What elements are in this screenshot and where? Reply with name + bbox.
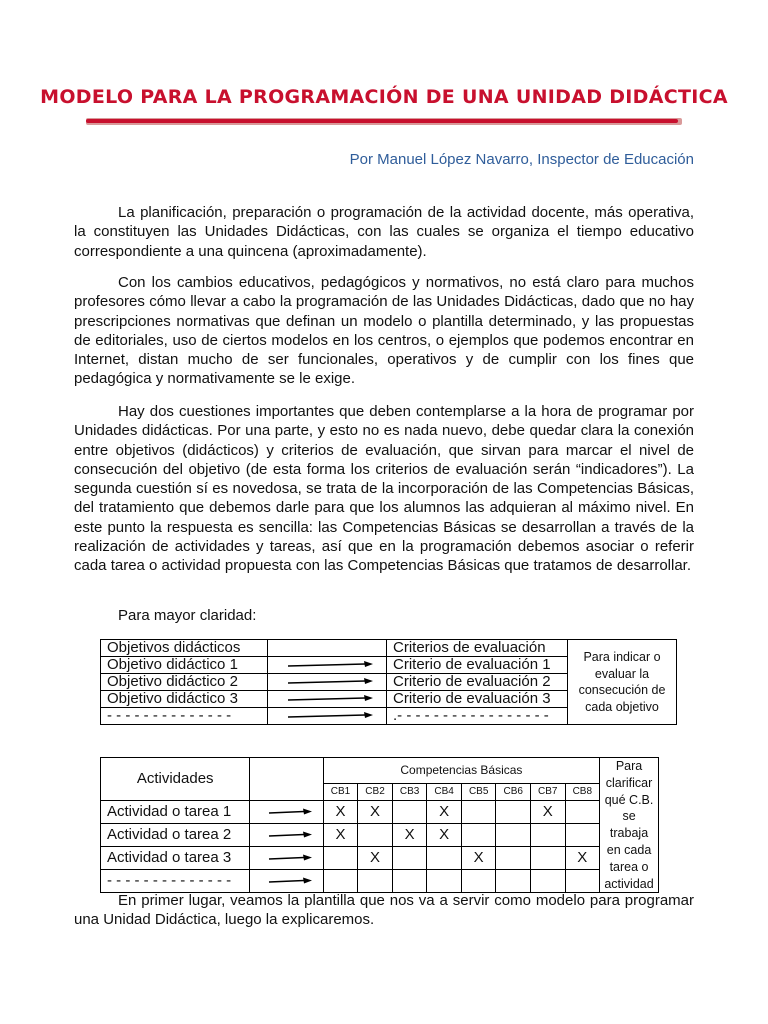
cb-mark: X — [427, 824, 462, 847]
table-row — [101, 847, 659, 870]
arrow-cell — [250, 801, 323, 824]
cb-mark — [530, 870, 565, 893]
cb-mark: X — [358, 847, 393, 870]
activities-competences-table — [100, 757, 659, 893]
cb-mark — [565, 824, 600, 847]
arrow-right-icon — [287, 695, 373, 703]
criterion-cell: Criterio de evaluación 1 — [387, 657, 568, 674]
arrow-right-icon — [287, 678, 373, 686]
arrow-right-icon — [268, 808, 312, 816]
arrow-cell — [268, 657, 387, 674]
cb-mark — [461, 870, 496, 893]
cb-label: CB2 — [358, 783, 393, 801]
objective-cell: Objetivo didáctico 1 — [101, 657, 268, 674]
paragraph-2: Con los cambios educativos, pedagógicos y normativos, no está claro para muchos profesores cómo llevar a cabo la programación de las Unidades Didácticas, dado que no hay prescripciones normativas que definan un modelo o plantilla determinado, y las propuestas de editoriales, uso de ciertos modelos en los centros, o ejemplos que podemos encontrar en Internet, distan mucho de ser funcionales, operativos y de cumplir con los fines que pedagógica y normativamente se le exige. — [74, 274, 694, 388]
table-note: Para indicar o evaluar la consecución de cada objetivo — [568, 640, 677, 725]
arrow-right-icon — [268, 877, 312, 885]
arrow-cell — [268, 640, 387, 657]
objective-cell: Objetivo didáctico 2 — [101, 674, 268, 691]
cb-label: CB3 — [392, 783, 427, 801]
paragraph-5: En primer lugar, veamos la plantilla que nos va a servir como modelo para programar una Unidad Didáctica, luego la explicaremos. — [74, 892, 694, 929]
arrow-right-icon — [268, 831, 312, 839]
cb-mark — [358, 870, 393, 893]
criterion-cell: Criterio de evaluación 3 — [387, 691, 568, 708]
cb-label: CB5 — [461, 783, 496, 801]
cb-label: CB7 — [530, 783, 565, 801]
paragraph-3: Hay dos cuestiones importantes que deben contemplarse a la hora de programar por Unidades didácticas. Por una parte, y esto no es nada nuevo, debe quedar clara la conexión entre objetivos (didácticos) y criterios de evaluación, que sirvan para marcar el nivel de consecución del objetivo (de esta forma los criterios de evaluación serán “indicadores”). La segunda cuestión sí es novedosa, se trata de la incorporación de las Competencias Básicas, del tratamiento que debemos darle para que los alumnos las adquieran al máximo nivel. En este punto la respuesta es sencilla: las Competencias Básicas se desarrollan a través de la realización de actividades y tareas, así que en la programación debemos asociar o referir cada tarea o actividad propuesta con las Competencias Básicas que tratamos de desarrollar. — [74, 403, 694, 575]
paragraph-4: Para mayor claridad: — [118, 607, 257, 624]
criterion-cell: Criterio de evaluación 2 — [387, 674, 568, 691]
cb-mark — [461, 801, 496, 824]
objective-cell: - - - - - - - - - - - - - - — [101, 708, 268, 725]
objective-cell: Objetivo didáctico 3 — [101, 691, 268, 708]
activity-cell: - - - - - - - - - - - - - - — [101, 870, 250, 893]
cb-mark: X — [323, 801, 358, 824]
cb-mark — [496, 847, 531, 870]
cb-mark — [427, 870, 462, 893]
cb-mark — [530, 824, 565, 847]
cb-mark — [392, 847, 427, 870]
arrow-cell — [268, 691, 387, 708]
cb-mark — [496, 870, 531, 893]
title-underline — [86, 117, 682, 126]
cb-mark: X — [565, 847, 600, 870]
cb-mark — [530, 847, 565, 870]
table-row — [101, 801, 659, 824]
cb-mark — [565, 870, 600, 893]
cb-label: CB1 — [323, 783, 358, 801]
activity-cell: Actividad o tarea 1 — [101, 801, 250, 824]
arrow-cell — [250, 758, 323, 801]
arrow-right-icon — [287, 661, 373, 669]
cb-mark — [392, 870, 427, 893]
arrow-cell — [250, 824, 323, 847]
cb-mark: X — [392, 824, 427, 847]
cb-mark — [461, 824, 496, 847]
table-header: Criterios de evaluación — [387, 640, 568, 657]
cb-mark: X — [530, 801, 565, 824]
cb-mark — [323, 847, 358, 870]
paragraph-1: La planificación, preparación o programación de la actividad docente, más operativa, la constituyen las Unidades Didácticas, con las cuales se organiza el tiempo educativo correspondiente a una quincena (aproximadamente). — [74, 204, 694, 260]
table-note: Para clarificar qué C.B. se trabaja en cada tarea o actividad — [600, 758, 659, 893]
cb-mark — [323, 870, 358, 893]
cb-mark — [392, 801, 427, 824]
table-row — [101, 640, 677, 657]
cb-mark — [358, 824, 393, 847]
cb-mark: X — [461, 847, 496, 870]
cb-mark — [427, 847, 462, 870]
criterion-cell: .- - - - - - - - - - - - - - - - - — [387, 708, 568, 725]
arrow-cell — [250, 870, 323, 893]
cb-label: CB8 — [565, 783, 600, 801]
cb-mark: X — [427, 801, 462, 824]
cb-mark: X — [323, 824, 358, 847]
arrow-cell — [268, 708, 387, 725]
table-header: Actividades — [101, 758, 250, 801]
cb-label: CB6 — [496, 783, 531, 801]
arrow-right-icon — [268, 854, 312, 862]
table-row — [101, 758, 659, 784]
table-row — [101, 870, 659, 893]
cb-label: CB4 — [427, 783, 462, 801]
author-line: Por Manuel López Navarro, Inspector de Educación — [349, 151, 694, 168]
document-title: MODELO PARA LA PROGRAMACIÓN DE UNA UNIDAD DIDÁCTICA — [40, 86, 728, 108]
cb-mark — [496, 824, 531, 847]
table-header: Objetivos didácticos — [101, 640, 268, 657]
activity-cell: Actividad o tarea 3 — [101, 847, 250, 870]
cb-mark: X — [358, 801, 393, 824]
arrow-cell — [268, 674, 387, 691]
cb-mark — [496, 801, 531, 824]
objectives-criteria-table — [100, 639, 677, 725]
table-row — [101, 824, 659, 847]
table-header: Competencias Básicas — [323, 758, 599, 784]
arrow-right-icon — [287, 712, 373, 720]
arrow-cell — [250, 847, 323, 870]
cb-mark — [565, 801, 600, 824]
activity-cell: Actividad o tarea 2 — [101, 824, 250, 847]
